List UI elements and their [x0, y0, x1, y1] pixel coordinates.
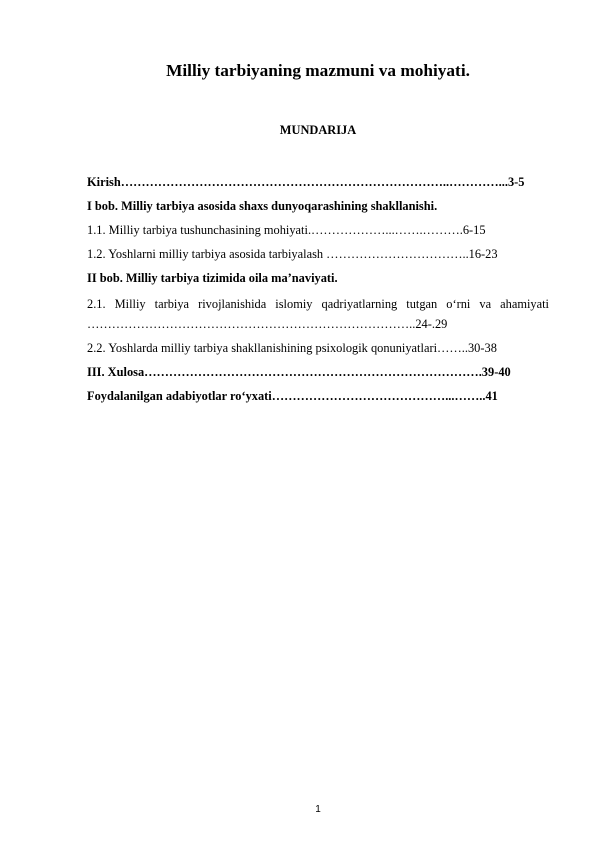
toc-entry-section-1-1: 1.1. Milliy tarbiya tushunchasining mohiyati.………………...…….……….6-15: [87, 223, 486, 237]
toc-heading: MUNDARIJA: [279, 123, 357, 137]
page-number: 1: [315, 804, 321, 815]
toc-entry-section-2-1: 2.1. Milliy tarbiya rivojlanishida islomiy qadriyatlarning tutgan o‘rni va ahamiyati ……………………………………………………………………..24-.29: [87, 297, 549, 331]
toc-entry-section-2-2: 2.2. Yoshlarda milliy tarbiya shakllanishining psixologik qonuniyatlari……..30-38: [87, 341, 497, 355]
toc-entry-section-1-2: 1.2. Yoshlarni milliy tarbiya asosida tarbiyalash ……………………………..16-23: [87, 247, 498, 261]
document-title: Milliy tarbiyaning mazmuni va mohiyati.: [166, 61, 470, 80]
toc-entry-introduction: Kirish……………………………………………………………………..…………...3-5: [87, 175, 525, 189]
toc-entry-chapter-2: II bob. Milliy tarbiya tizimida oila ma’naviyati.: [87, 271, 338, 285]
table-of-contents: [87, 174, 549, 404]
toc-entry-bibliography: Foydalanilgan adabiyotlar ro‘yxati……………………………………...……..41: [87, 389, 498, 403]
toc-entry-chapter-1: I bob. Milliy tarbiya asosida shaxs dunyoqarashining shakllanishi.: [87, 199, 438, 213]
toc-entry-conclusion: III. Xulosa……………………………………………………………………….39-40: [87, 365, 511, 379]
